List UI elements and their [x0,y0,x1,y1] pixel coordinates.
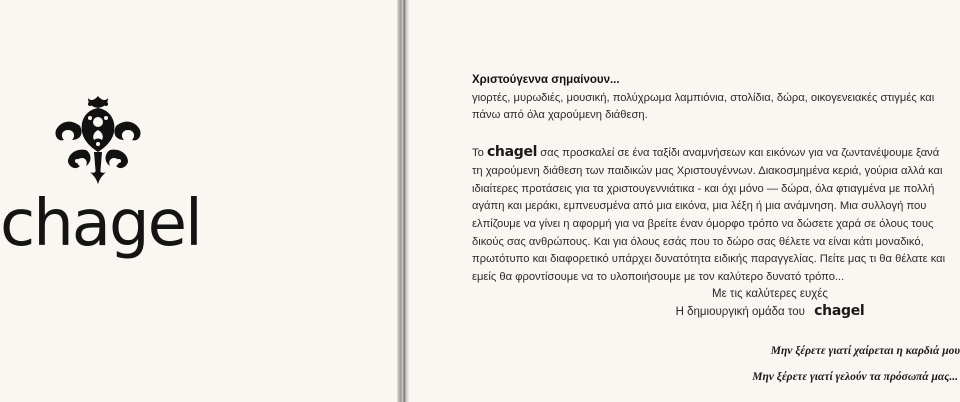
wishes-line: Με τις καλύτερες ευχές [712,288,828,300]
inline-brand: chagel [486,144,538,161]
damask-ornament-icon [50,92,146,188]
letter-body [472,72,952,287]
letter-paragraph [472,144,952,287]
book-spine [397,0,409,402]
motto-line-1: Μην ξέρετε γιατί χαίρεται η καρδιά μου [770,345,960,357]
signature-brand: chagel [814,303,865,319]
paragraph-prefix: Το [472,147,484,160]
signature-line [600,303,940,319]
motto-line-2: Μην ξέρετε γιατί γελούν τα πρόσωπά μας... [752,371,958,383]
letter-heading: Χριστούγεννα σημαίνουν... [472,74,620,86]
paragraph-text: σας προσκαλεί σε ένα ταξίδι αναμνήσεων και εικόνων για να ζωντανέψουμε ξανά τη χαρούμενη διάθεση των παιδικών μας Χριστουγέννων. Διακοσμημένα κεριά, γούρια αλλά και ιδιαίτερες προτάσεις για τα χριστουγεννιάτικα - και όχι μόνο — δώρα, όλα φτιαγμένα με πολλή αγάπη και μεράκι, εμπνευσμένα από μια εικόνα, μια λέξη ή μια ανάμνηση. Μια συλλογή που ελπίζουμε να γίνει η αφορμή για να βρείτε έναν όμορφο τρόπο να δώσετε χαρά σε όλους τους δικούς σας ανθρώπους. Και για όλους εσάς που το δώρο σας θέλετε να είναι κάτι μοναδικό, πρωτότυπο και διαφορετικό υπάρχει δυνατότητα ειδικής παραγγελίας. Πείτε μας τι θα θέλατε και εμείς θα φροντίσουμε να το υλοποιήσουμε με τον καλύτερο δυνατό τρόπο... [472,147,946,284]
letter-intro: γιορτές, μυρωδιές, μουσική, πολύχρωμα λαμπιόνια, στολίδια, δώρα, οικογενειακές στιγμές και πάνω από όλα χαρούμενη διάθεση. [472,91,935,122]
signature-prefix: Η δημιουργική ομάδα του [675,306,805,318]
brand-logo: chagel [0,187,201,261]
